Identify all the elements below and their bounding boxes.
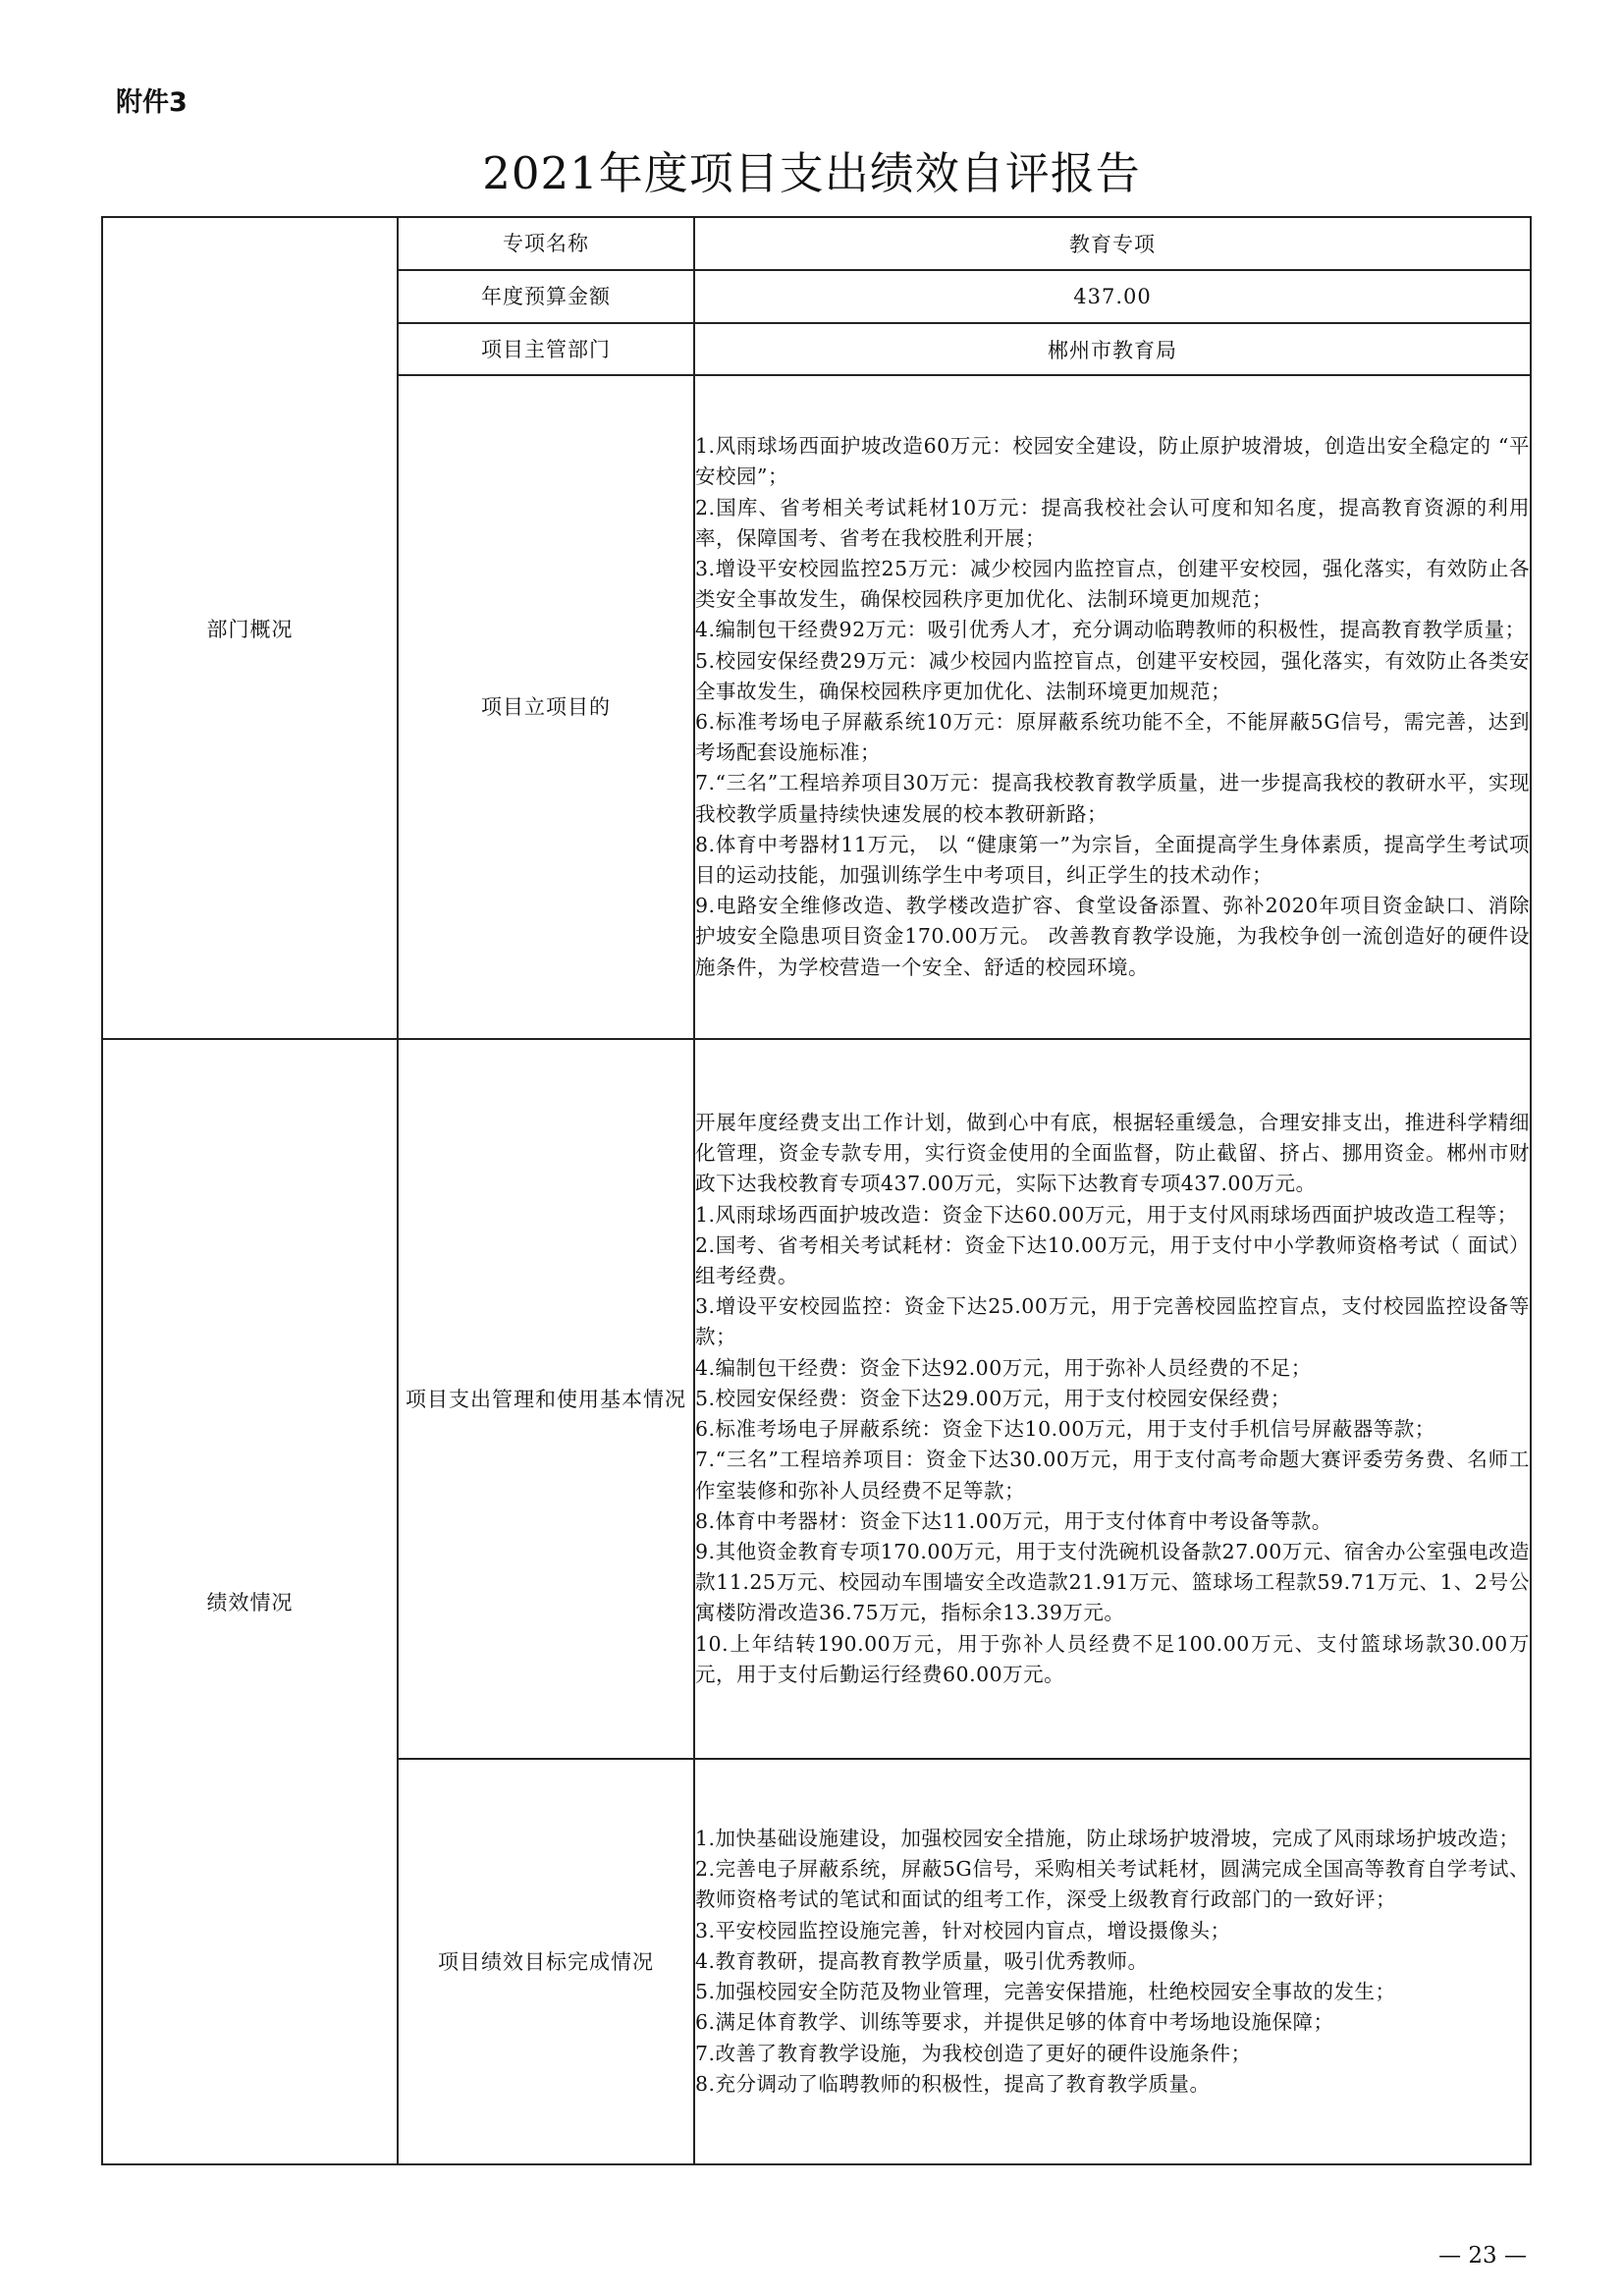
purpose-item: 2.国库、省考相关考试耗材10万元：提高我校社会认可度和知名度，提高教育资源的利用率，保障国考、省考在我校胜利开展； (695, 495, 1530, 550)
target-item: 6.满足体育教学、训练等要求，并提供足够的体育中考场地设施保障； (695, 2010, 1334, 2035)
management-item: 5.校园安保经费：资金下达29.00万元，用于支付校园安保经费； (695, 1386, 1291, 1410)
management-item: 8.体育中考器材：资金下达11.00万元，用于支付体育中考设备等款。 (695, 1508, 1332, 1533)
targets-text (694, 1759, 1531, 2164)
management-item: 9.其他资金教育专项170.00万元，用于支付洗碗机设备款27.00万元、宿舍办公室强电改造款11.25万元、校园动车围墙安全改造款21.91万元、篮球场工程款59.71万元、1、2号公寓楼防滑改造36.75万元，指标余13.39万元。 (695, 1539, 1530, 1625)
management-item: 7.“三名”工程培养项目：资金下达30.00万元，用于支付高考命题大赛评委劳务费、名师工作室装修和弥补人员经费不足等款； (695, 1448, 1530, 1503)
target-item: 2.完善电子屏蔽系统，屏蔽5G信号，采购相关考试耗材，圆满完成全国高等教育自学考试、教师资格考试的笔试和面试的组考工作，深受上级教育行政部门的一致好评； (695, 1857, 1530, 1912)
management-label: 项目支出管理和使用基本情况 (398, 1039, 694, 1759)
attachment-label: 附件3 (116, 87, 188, 118)
purpose-item: 5.校园安保经费29万元：减少校园内监控盲点，创建平安校园，强化落实，有效防止各类安全事故发生，确保校园秩序更加优化、法制环境更加规范； (695, 648, 1530, 703)
purpose-item: 9.电路安全维修改造、教学楼改造扩容、食堂设备添置、弥补2020年项目资金缺口、消除护坡安全隐患项目资金170.00万元。 改善教育教学设施，为我校争创一流创造好的硬件设施条件，为学校营造一个安全、舒适的校园环境。 (695, 894, 1530, 979)
purpose-item: 6.标准考场电子屏蔽系统10万元：原屏蔽系统功能不全，不能屏蔽5G信号，需完善，达到考场配套设施标准； (695, 710, 1530, 765)
page-title: 2021年度项目支出绩效自评报告 (482, 147, 1141, 199)
performance-cell: 绩效情况 (102, 1039, 398, 2164)
target-item: 4.教育教研，提高教育教学质量，吸引优秀教师。 (695, 1948, 1149, 1973)
budget-label: 年度预算金额 (398, 270, 694, 323)
purpose-item: 8.体育中考器材11万元， 以 “健康第一”为宗旨，全面提高学生身体素质，提高学生考试项目的运动技能，加强训练学生中考项目，纠正学生的技术动作； (695, 832, 1530, 888)
department-value: 郴州市教育局 (694, 323, 1531, 375)
target-item: 5.加强校园安全防范及物业管理，完善安保措施，杜绝校园安全事故的发生； (695, 1980, 1396, 2004)
management-text (694, 1039, 1531, 1759)
management-item: 4.编制包干经费：资金下达92.00万元，用于弥补人员经费的不足； (695, 1355, 1312, 1380)
report-table (101, 216, 1532, 2165)
management-item: 开展年度经费支出工作计划，做到心中有底，根据轻重缓急，合理安排支出，推进科学精细化管理，资金专款专用，实行资金使用的全面监督，防止截留、挤占、挪用资金。郴州市财政下达我校教育专项437.00万元，实际下达教育专项437.00万元。 (695, 1111, 1530, 1196)
page-number: — 23 — (1438, 2243, 1527, 2269)
project-name-value: 教育专项 (694, 217, 1531, 270)
row-management (102, 1039, 1531, 1759)
target-item: 8.充分调动了临聘教师的积极性，提高了教育教学质量。 (695, 2071, 1211, 2096)
purpose-item: 3.增设平安校园监控25万元：减少校园内监控盲点，创建平安校园，强化落实，有效防止各类安全事故发生，确保校园秩序更加优化、法制环境更加规范； (695, 556, 1530, 612)
management-item: 1.风雨球场西面护坡改造：资金下达60.00万元，用于支付风雨球场西面护坡改造工程等； (695, 1202, 1518, 1227)
management-item: 2.国考、省考相关考试耗材：资金下达10.00万元，用于支付中小学教师资格考试（ 面试）组考经费。 (695, 1232, 1530, 1288)
target-item: 1.加快基础设施建设，加强校园安全措施，防止球场护坡滑坡，完成了风雨球场护坡改造； (695, 1827, 1520, 1851)
management-item: 3.增设平安校园监控：资金下达25.00万元，用于完善校园监控盲点，支付校园监控设备等款； (695, 1294, 1530, 1349)
purpose-item: 7.“三名”工程培养项目30万元：提高我校教育教学质量，进一步提高我校的教研水平，实现我校教学质量持续快速发展的校本教研新路； (695, 771, 1530, 826)
purpose-item: 1.风雨球场西面护坡改造60万元：校园安全建设，防止原护坡滑坡，创造出安全稳定的 “平安校园”； (695, 434, 1530, 489)
project-name-label: 专项名称 (398, 217, 694, 270)
department-label: 项目主管部门 (398, 323, 694, 375)
target-item: 3.平安校园监控设施完善，针对校园内盲点，增设摄像头； (695, 1918, 1231, 1942)
row-project-name (102, 217, 1531, 270)
purpose-item: 4.编制包干经费92万元：吸引优秀人才，充分调动临聘教师的积极性，提高教育教学质量； (695, 618, 1526, 642)
purpose-text (694, 375, 1531, 1039)
management-item: 10.上年结转190.00万元，用于弥补人员经费不足100.00万元、支付篮球场款30.00万元，用于支付后勤运行经费60.00万元。 (695, 1631, 1530, 1686)
purpose-label: 项目立项目的 (398, 375, 694, 1039)
dept-overview-cell: 部门概况 (102, 217, 398, 1039)
targets-label: 项目绩效目标完成情况 (398, 1759, 694, 2164)
budget-value: 437.00 (694, 270, 1531, 323)
target-item: 7.改善了教育教学设施，为我校创造了更好的硬件设施条件； (695, 2041, 1252, 2065)
management-item: 6.标准考场电子屏蔽系统：资金下达10.00万元，用于支付手机信号屏蔽器等款； (695, 1417, 1435, 1442)
